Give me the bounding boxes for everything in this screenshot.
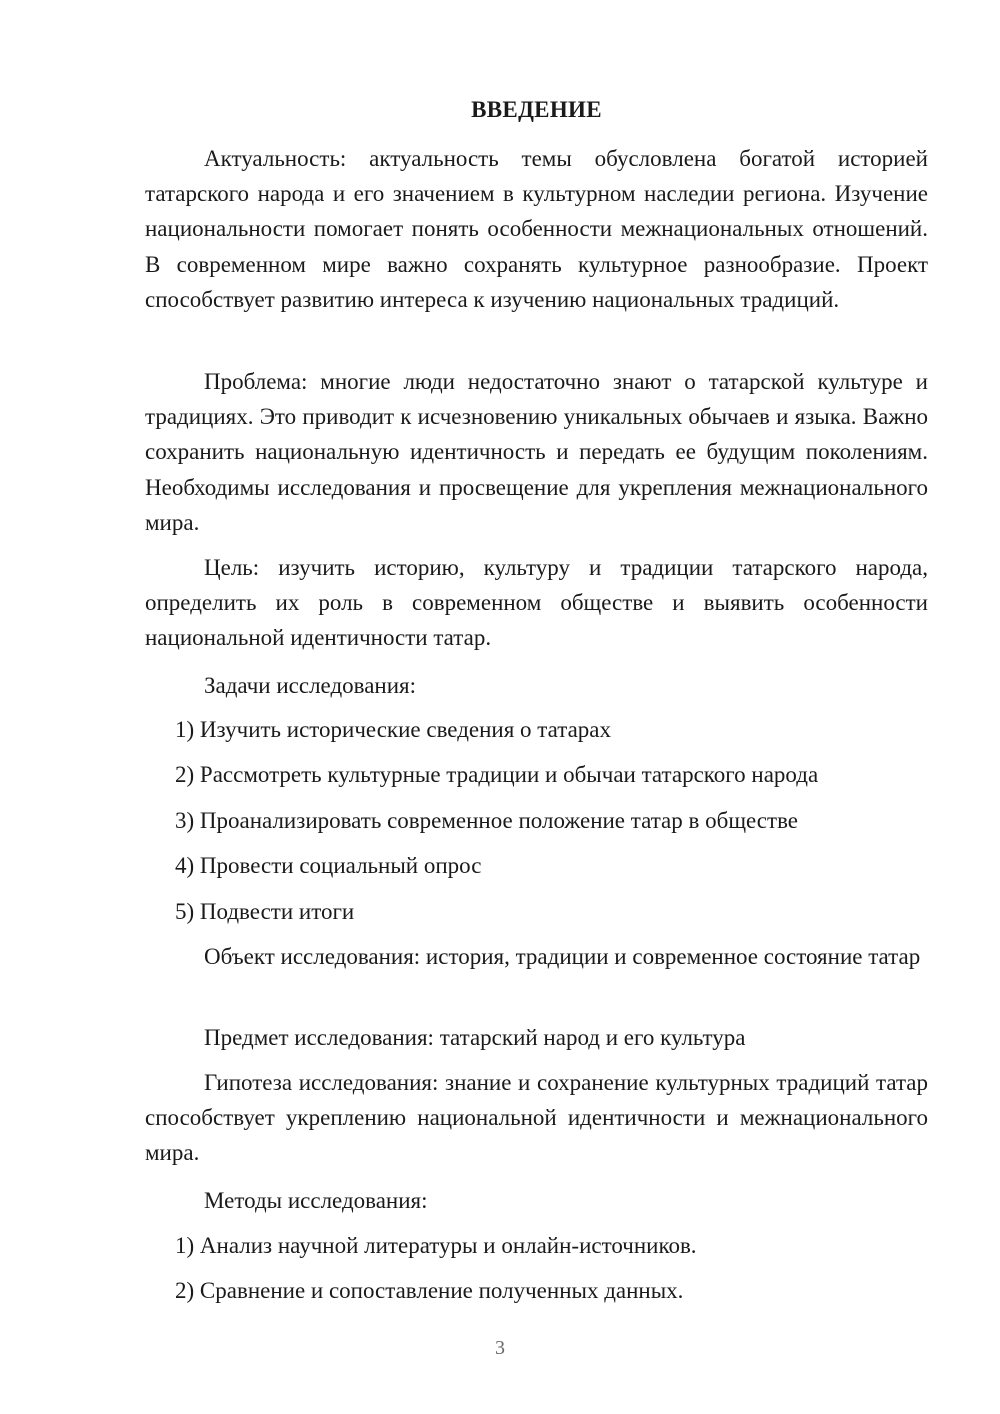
object-paragraph: Объект исследования: история, традиции и современное состояние татар [204,944,921,969]
goal-paragraph: Цель: изучить историю, культуру и традиции татарского народа, определить их роль в современном обществе и выявить особенности национальной идентичности татар. [145,555,928,651]
method-item: 2) Сравнение и сопоставление полученных данных. [175,1278,684,1303]
task-item: 4) Провести социальный опрос [175,853,482,878]
tasks-heading: Задачи исследования: [204,673,417,698]
relevance-paragraph: Актуальность: актуальность темы обусловлена богатой историей татарского народа и его значением в культурном наследии региона. Изучение национальности помогает понять особенности межнациональных отношений. В современном мире важно сохранять культурное разнообразие. Проект способствует развитию интереса к изучению национальных традиций. [145,146,928,312]
task-item: 1) Изучить исторические сведения о татарах [175,717,612,742]
hypothesis-paragraph: Гипотеза исследования: знание и сохранение культурных традиций татар способствует укреплению национальной идентичности и межнационального мира. [145,1070,928,1166]
subject-line: Предмет исследования: татарский народ и его культура [204,1025,746,1050]
method-item: 1) Анализ научной литературы и онлайн-источников. [175,1233,697,1258]
task-item: 3) Проанализировать современное положение татар в обществе [175,808,798,833]
methods-heading: Методы исследования: [204,1188,428,1213]
section-title: ВВЕДЕНИЕ [471,97,602,122]
problem-paragraph: Проблема: многие люди недостаточно знают о татарской культуре и традициях. Это приводит к исчезновению уникальных обычаев и языка. Важно сохранить национальную идентичность и передать ее будущим поколениям. Необходимы исследования и просвещение для укрепления межнационального мира. [145,369,928,535]
task-item: 2) Рассмотреть культурные традиции и обычаи татарского народа [175,762,819,787]
task-item: 5) Подвести итоги [175,899,355,924]
page-number: 3 [495,1337,505,1359]
